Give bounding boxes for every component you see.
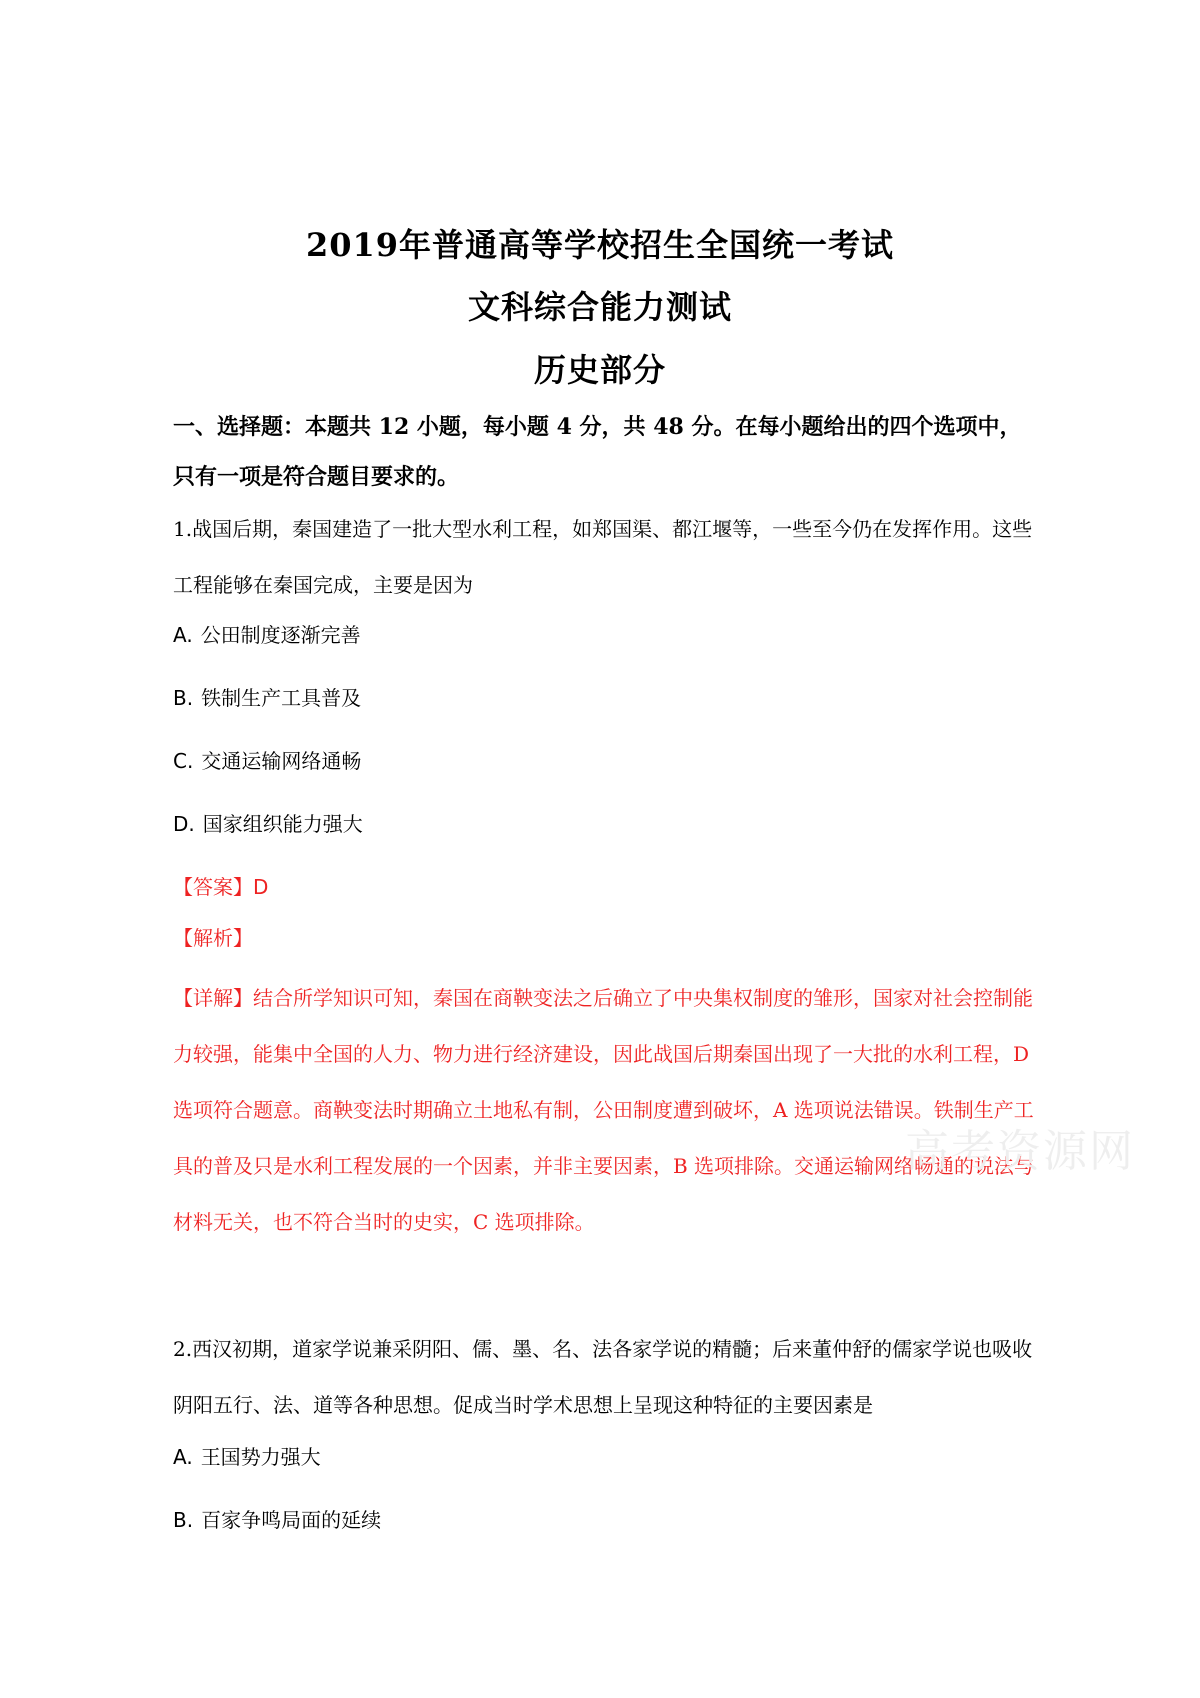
detailed-explanation: 【详解】结合所学知识可知，秦国在商鞅变法之后确立了中央集权制度的雏形，国家对社会控制能力较强，能集中全国的人力、物力进行经济建设，因此战国后期秦国出现了一大批的水利工程，D 选项符合题意。商鞅变法时期确立土地私有制，公田制度遭到破坏，A 选项说法错误。铁制生产工具的普及只是水利工程发展的一个因素，并非主要因素，B 选项排除。交通运输网络畅通的说法与材料无关，也不符合当时的史实，C 选项排除。 [173,986,1035,1234]
answer-label: 【答案】 [173,875,253,899]
question-2-option-b [173,1505,381,1535]
option-letter: D. [173,812,195,836]
option-letter: B. [173,1508,194,1532]
option-text: 国家组织能力强大 [202,812,363,836]
analysis-label: 【解析】 [173,926,253,950]
question-2-stem: 2.西汉初期，道家学说兼采阴阳、儒、墨、名、法各家学说的精髓；后来董仲舒的儒家学说也吸收阴阳五行、法、道等各种思想。促成当时学术思想上呈现这种特征的主要因素是 [173,1337,1033,1417]
option-letter: C. [173,749,194,773]
option-text: 交通运输网络通畅 [201,749,362,773]
section-instructions: 一、选择题：本题共 12 小题，每小题 4 分，共 48 分。在每小题给出的四个选项中，只有一项是符合题目要求的。 [173,414,1022,490]
option-letter: A. [173,1445,193,1469]
question-1-option-c [173,746,361,776]
watermark: 高考资源网 [905,1126,1135,1177]
option-text: 王国势力强大 [200,1445,321,1469]
question-1-option-d [173,809,363,839]
answer-value: D [253,875,269,899]
exam-subtitle: 文科综合能力测试 [467,288,732,326]
option-text: 铁制生产工具普及 [201,686,362,710]
option-letter: A. [173,623,193,647]
question-1-stem: 1.战国后期，秦国建造了一批大型水利工程，如郑国渠、都江堰等，一些至今仍在发挥作用。这些工程能够在秦国完成，主要是因为 [173,517,1033,597]
answer-line [173,872,268,902]
option-text: 公田制度逐渐完善 [200,623,361,647]
option-letter: B. [173,686,194,710]
option-text: 百家争鸣局面的延续 [201,1508,382,1532]
exam-title: 2019年普通高等学校招生全国统一考试 [305,226,895,264]
question-1-option-b [173,683,361,713]
question-2-option-a [173,1442,321,1472]
question-1-option-a [173,620,361,650]
section-title: 历史部分 [533,351,666,389]
